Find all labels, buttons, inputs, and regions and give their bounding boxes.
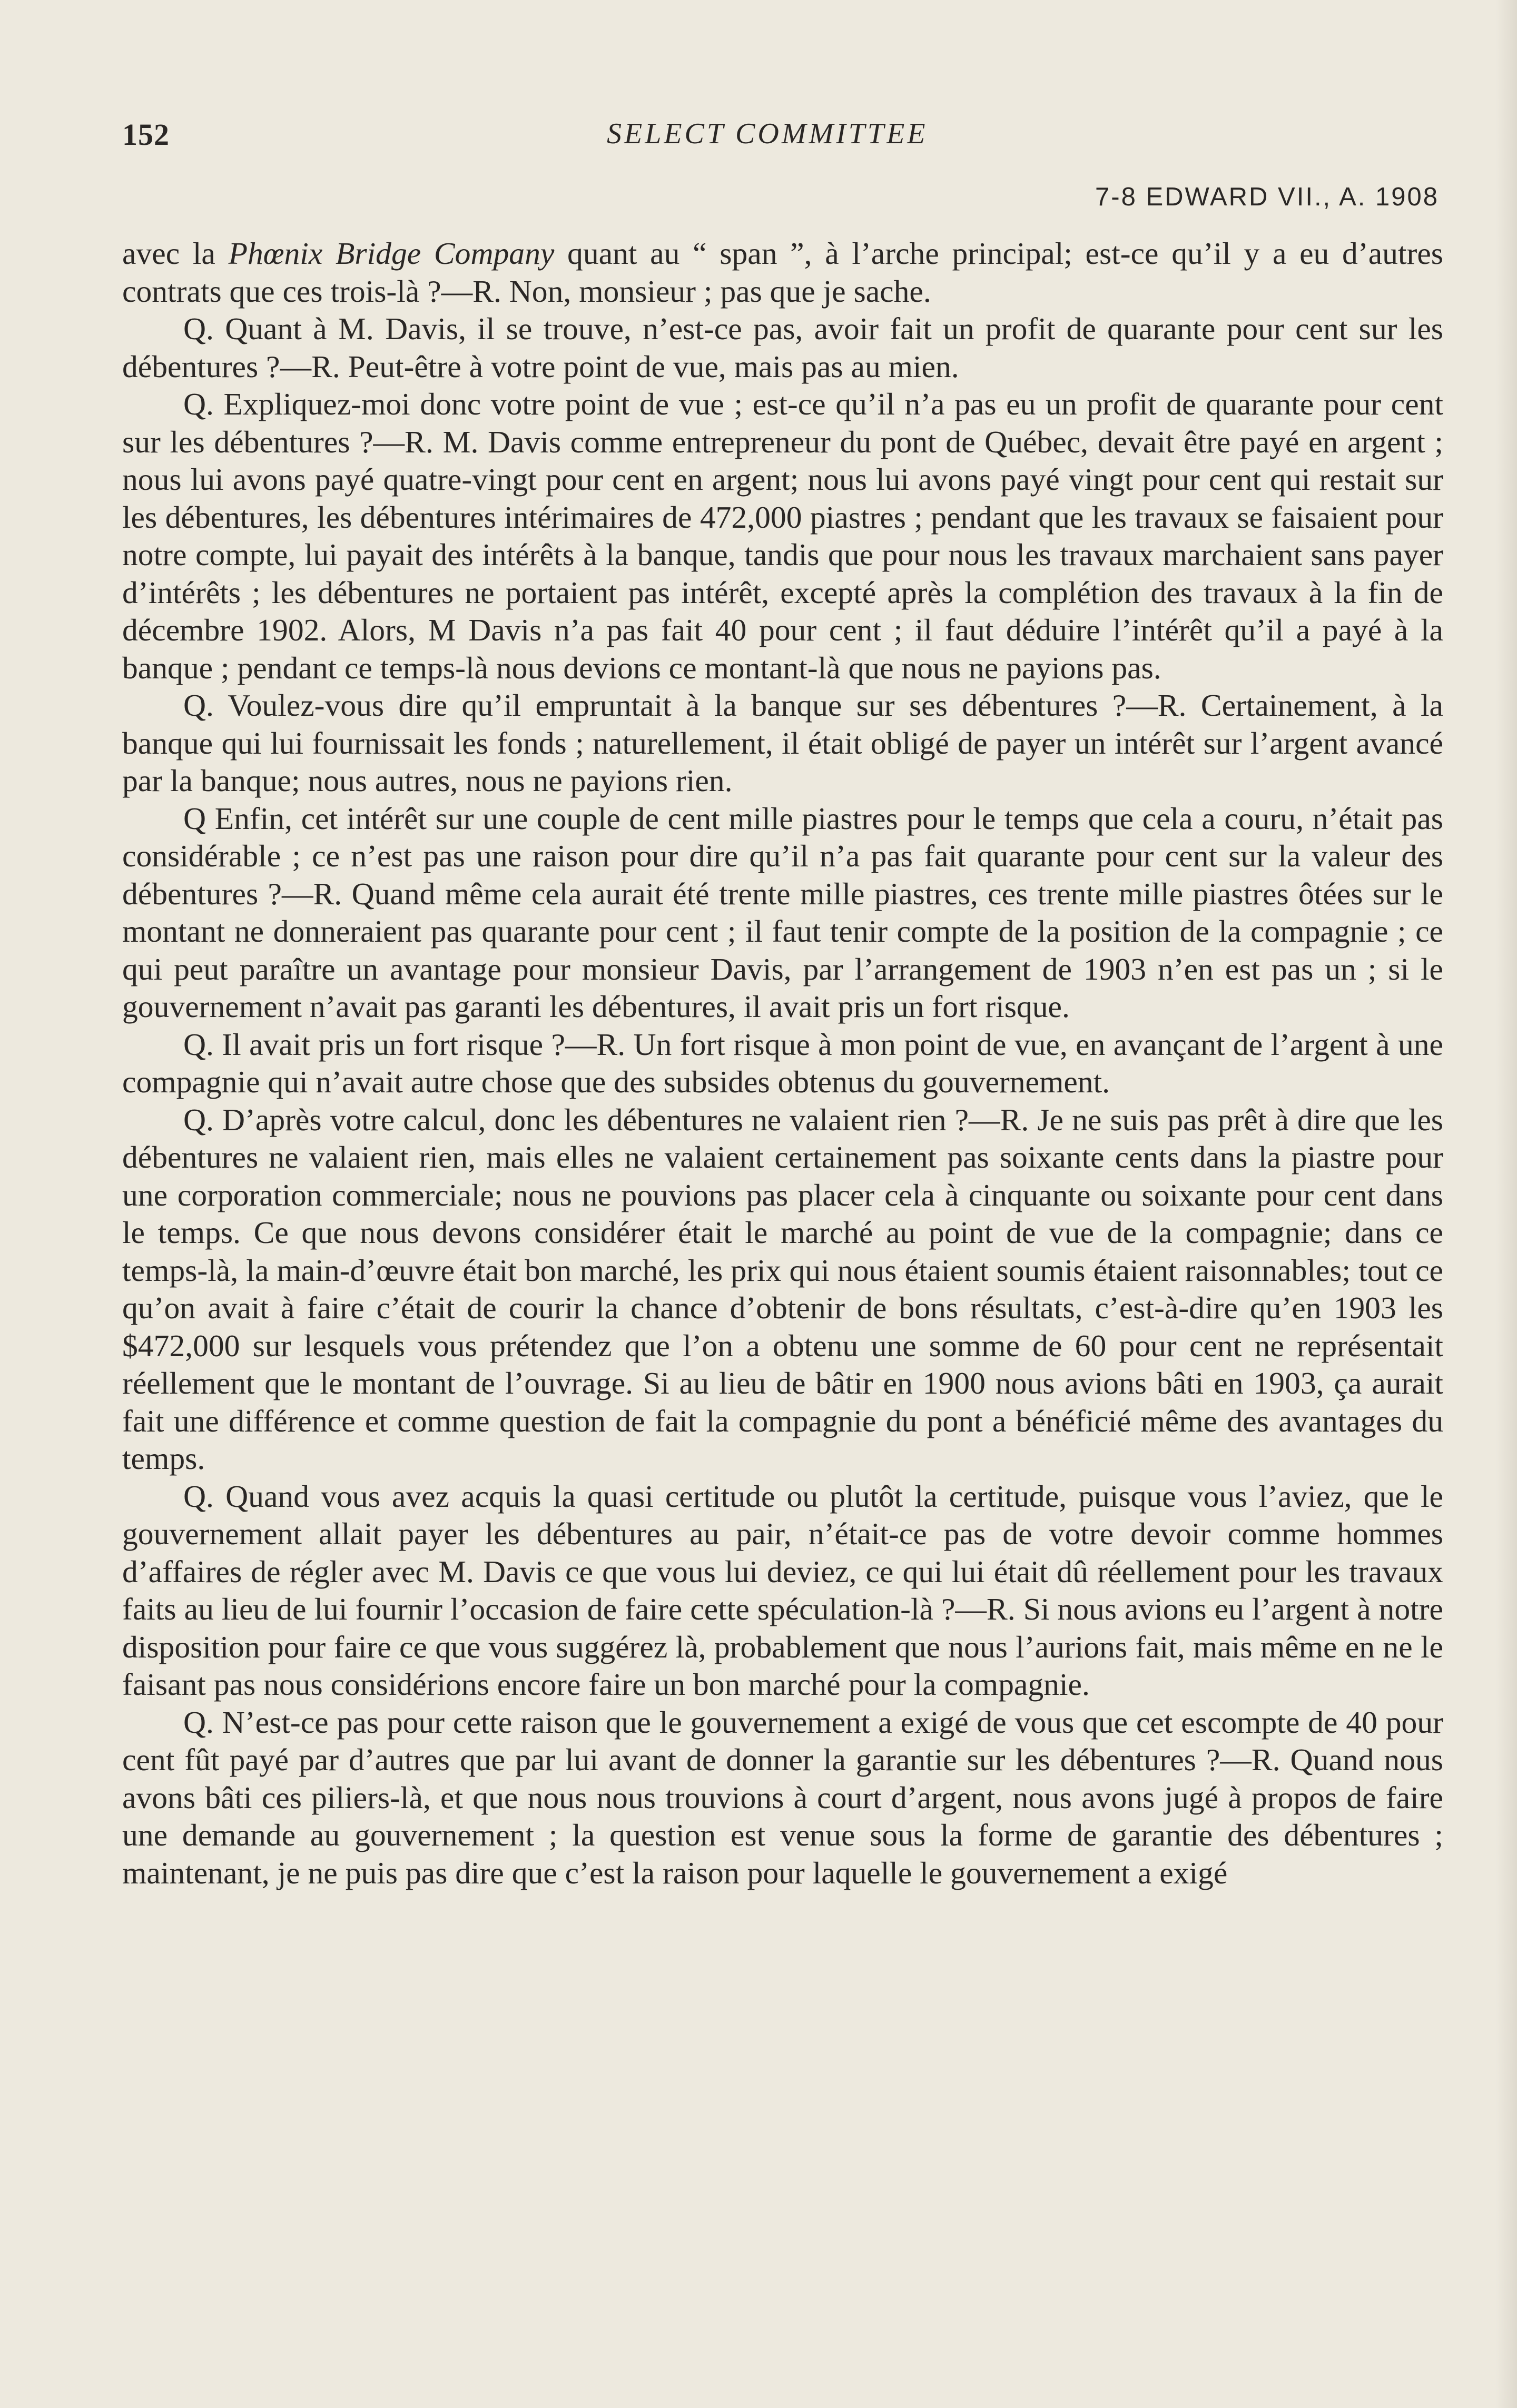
paragraph-5: Q Enfin, cet intérêt sur une couple de cent mille piastres pour le temps que cela a couru, n’était pas considérable ; ce n’est pas une raison pour dire qu’il n’a pas fait quarante pour cent sur la valeur des débentures ?—R. Quand même cela aurait été trente mille piastres, ces trente mille piastres ôtées sur le montant ne donneraient pas quarante pour cent ; il faut tenir compte de la position de la compagnie ; ce qui peut paraître un avantage pour monsieur Davis, par l’arrangement de 1903 n’en est pas un ; si le gouvernement n’avait pas garanti les débentures, il avait pris un fort risque. [122, 801, 1443, 1024]
paragraph-1-rest: quant au “ span ”, à l’arche principal; est-ce qu’il y a eu d’autres contrats que ces trois-là ?—R. Non, monsieur ; pas que je sache. [122, 236, 1443, 309]
paragraph-2: Q. Quant à M. Davis, il se trouve, n’est-ce pas, avoir fait un profit de quarante pour cent sur les débentures ?—R. Peut-être à votre point de vue, mais pas au mien. [122, 311, 1443, 384]
paragraph-9: Q. N’est-ce pas pour cette raison que le gouvernement a exigé de vous que cet escompte de 40 pour cent fût payé par d’autres que par lui avant de donner la garantie sur les débentures ?—R. Quand nous avons bâti ces piliers-là, et que nous nous trouvions à court d’argent, nous avons jugé à propos de faire une demande au gouvernement ; la question est venue sous la forme de garantie des débentures ; maintenant, je ne puis pas dire que c’est la raison pour laquelle le gouvernement a exigé [122, 1704, 1443, 1890]
running-head [122, 117, 1443, 159]
paragraph-1 [122, 235, 1443, 310]
session-label: 7-8 EDWARD VII., A. 1908 [1095, 183, 1439, 211]
paragraph-6: Q. Il avait pris un fort risque ?—R. Un fort risque à mon point de vue, en avançant de l’argent à une compagnie qui n’avait autre chose que des subsides obtenus du gouvernement. [122, 1027, 1443, 1099]
paragraph-7: Q. D’après votre calcul, donc les débentures ne valaient rien ?—R. Je ne suis pas prêt à dire que les débentures ne valaient rien, mais elles ne valaient certainement pas soixante cents dans la piastre pour une corporation commerciale; nous ne pouvions pas placer cela à cinquante ou soixante pour cent dans le temps. Ce que nous devons considérer était le marché au point de vue de la compagnie; dans ce temps-là, la main-d’œuvre était bon marché, les prix qui nous étaient soumis étaient raisonnables; tout ce qu’on avait à faire c’était de courir la chance d’obtenir de bons résultats, c’est-à-dire qu’en 1903 les $472,000 sur lesquels vous prétendez que l’on a obtenu une somme de 60 pour cent ne représentait réellement que le montant de l’ouvrage. Si au lieu de bâtir en 1900 nous avions bâti en 1903, ça aurait fait une différence et comme question de fait la compagnie du pont a bénéficié même des avantages du temps. [122, 1102, 1443, 1476]
paragraph-8: Q. Quand vous avez acquis la quasi certitude ou plutôt la certitude, puisque vous l’aviez, que le gouvernement allait payer les débentures au pair, n’était-ce pas de votre devoir comme hommes d’affaires de régler avec M. Davis ce que vous lui deviez, ce qui lui était dû réellement pour les travaux faits au lieu de lui fournir l’occasion de faire cette spéculation-là ?—R. Si nous avions eu l’argent à notre disposition pour faire ce que vous suggérez là, probablement que nous l’aurions fait, mais même en ne le faisant pas nous considérions encore faire un bon marché pour la compagnie. [122, 1478, 1443, 1702]
page-number: 152 [122, 117, 170, 152]
paragraph-3: Q. Expliquez-moi donc votre point de vue ; est-ce qu’il n’a pas eu un profit de quarante pour cent sur les débentures ?—R. M. Davis comme entrepreneur du pont de Québec, devait être payé en argent ; nous lui avons payé quatre-vingt pour cent en argent; nous lui avons payé vingt pour cent qui restait sur les débentures, les débentures intérimaires de 472,000 piastres ; pendant que les travaux se faisaient pour notre compte, lui payait des intérêts à la banque, tandis que pour nous les travaux marchaient sans payer d’intérêts ; les débentures ne portaient pas intérêt, excepté après la complétion des travaux à la fin de décembre 1902. Alors, M Davis n’a pas fait 40 pour cent ; il faut déduire l’intérêt qu’il a payé à la banque ; pendant ce temps-là nous devions ce montant-là que nous ne payions pas. [122, 387, 1443, 685]
company-name: Phœnix Bridge Company [228, 236, 555, 271]
paragraph-1-lead: avec la [122, 236, 229, 271]
body-text [122, 235, 1443, 1892]
running-title: SELECT COMMITTEE [607, 117, 928, 150]
page-edge-shadow [1496, 0, 1517, 2408]
paragraph-4: Q. Voulez-vous dire qu’il empruntait à la banque sur ses débentures ?—R. Certainement, à la banque qui lui fournissait les fonds ; naturellement, il était obligé de payer un intérêt sur l’argent avancé par la banque; nous autres, nous ne payions rien. [122, 688, 1443, 798]
